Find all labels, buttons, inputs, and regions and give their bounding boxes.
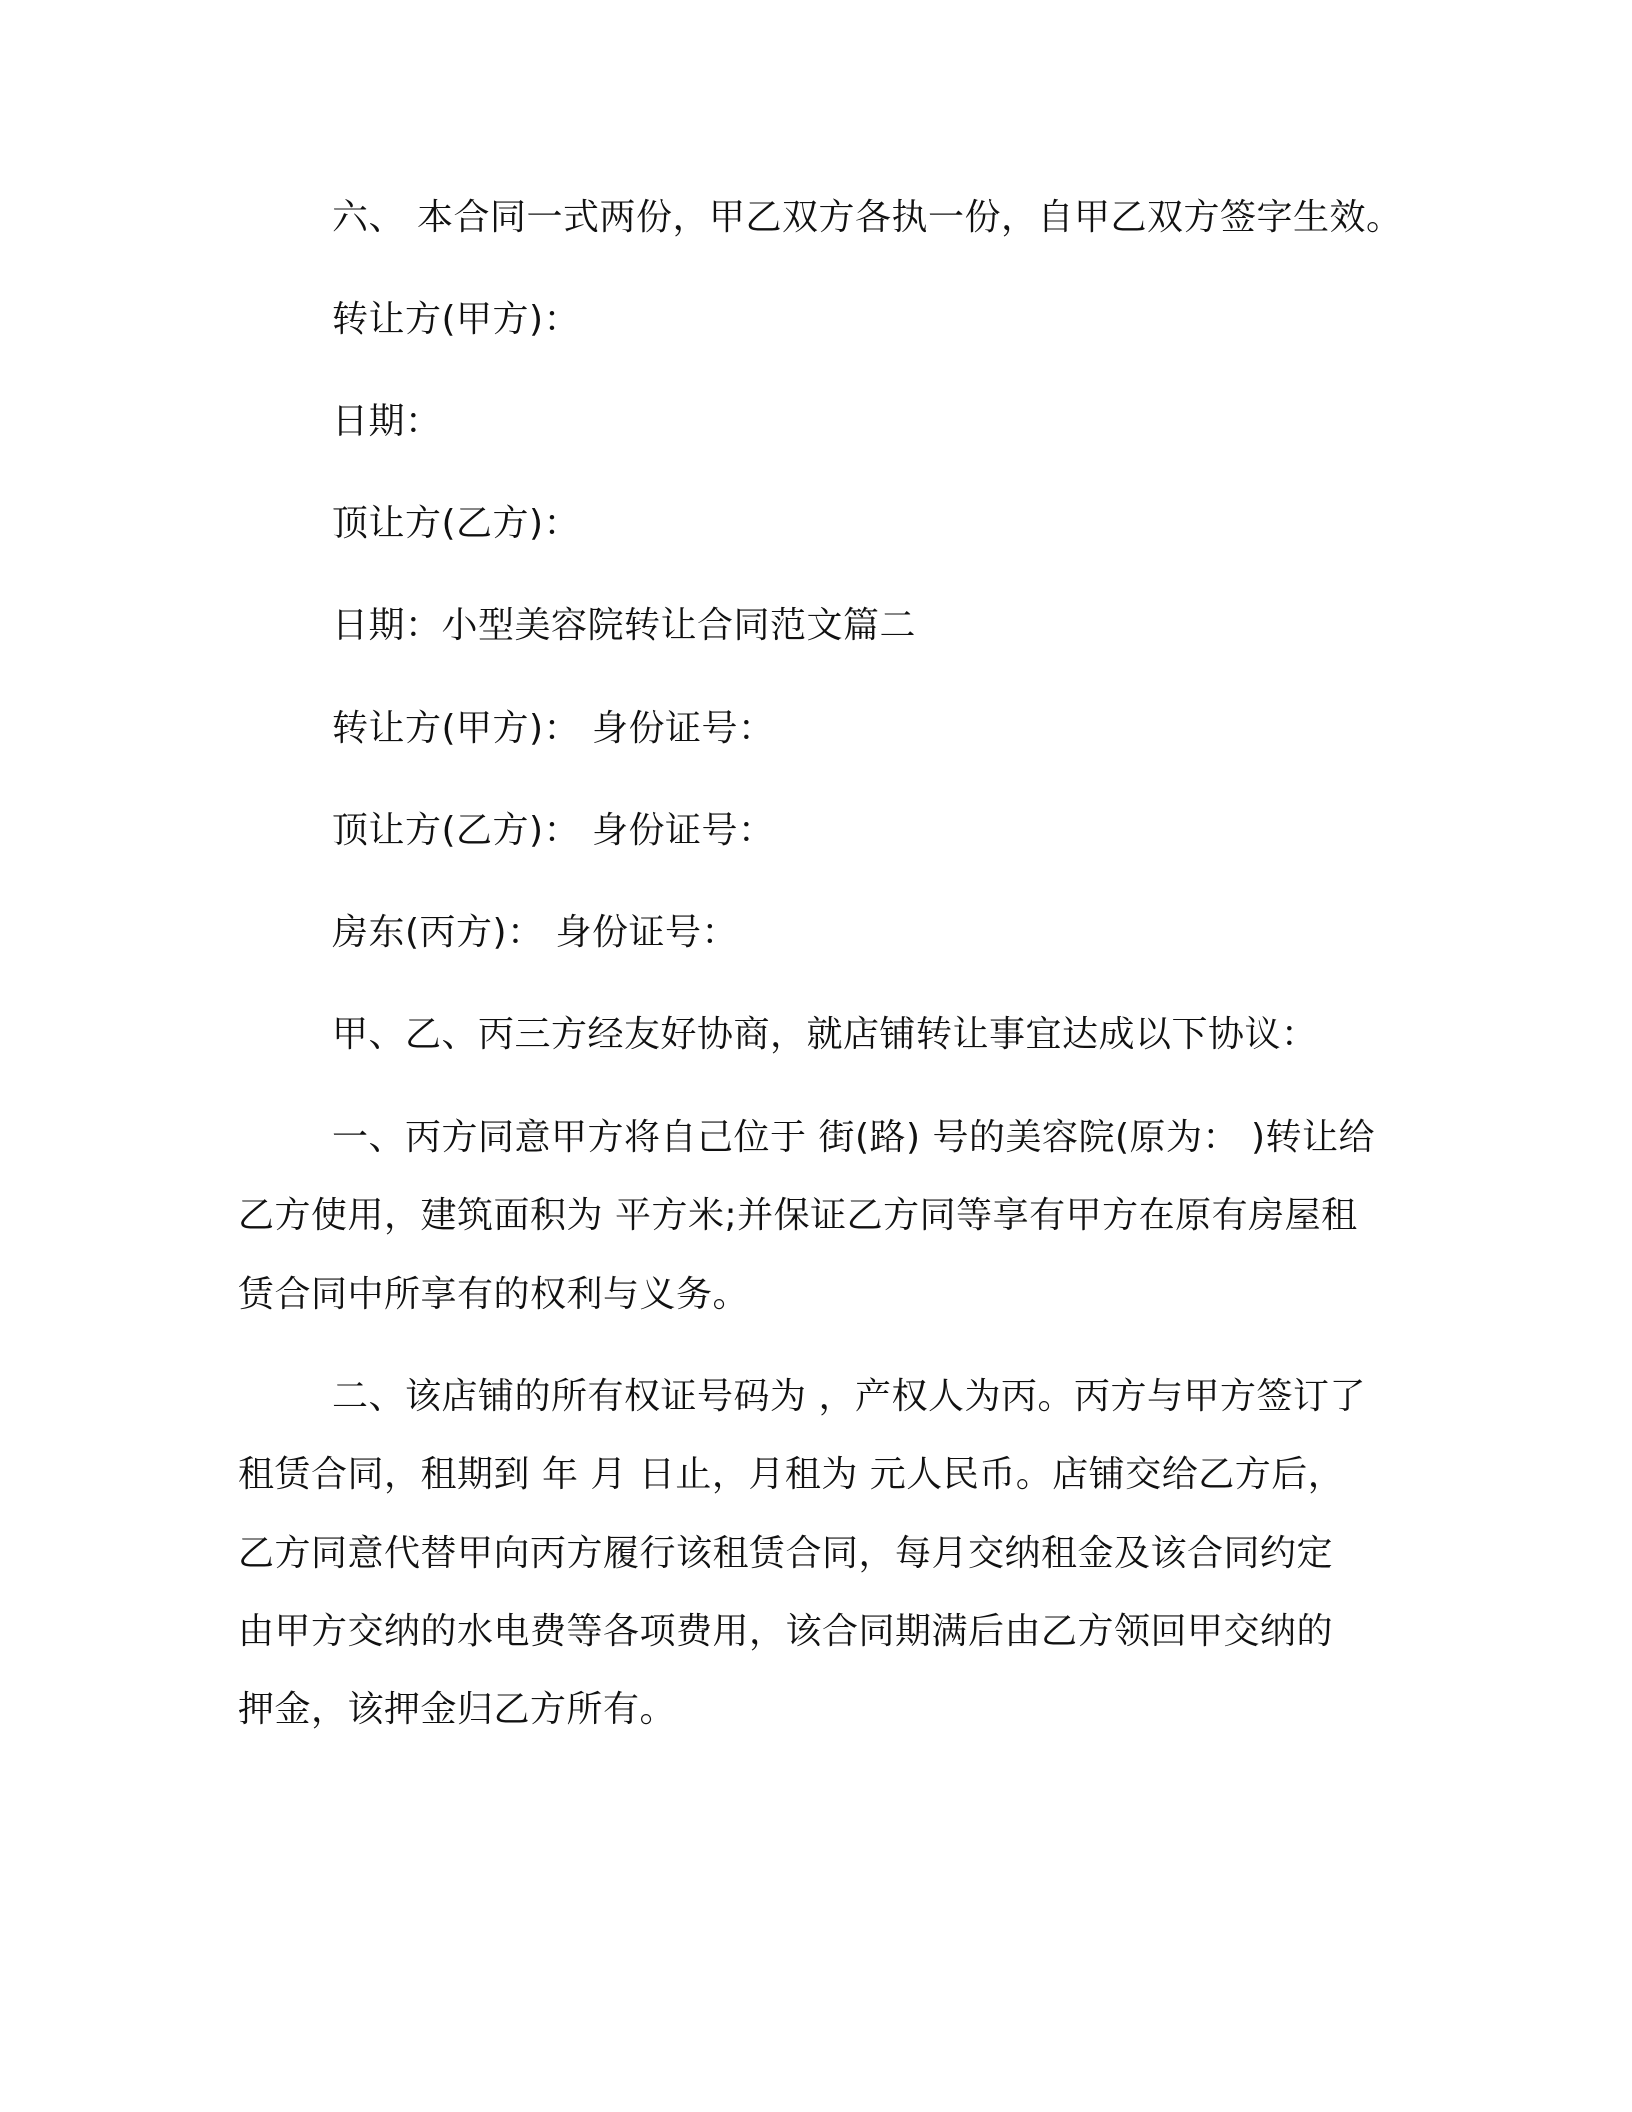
clause-one-line-2: 乙方使用，建筑面积为 平方米;并保证乙方同等享有甲方在原有房屋租	[238, 1195, 1358, 1236]
clause-two-line-5: 押金，该押金归乙方所有。	[238, 1689, 677, 1730]
clause-two-line-4: 由甲方交纳的水电费等各项费用，该合同期满后由乙方领回甲交纳的	[238, 1611, 1334, 1652]
transferor-id-line: 转让方(甲方)： 身份证号：	[332, 708, 775, 749]
agreement-intro: 甲、乙、丙三方经友好协商，就店铺转让事宜达成以下协议：	[332, 1014, 1318, 1055]
clause-six: 六、 本合同一式两份，甲乙双方各执一份，自甲乙双方签字生效。	[332, 197, 1403, 238]
clause-two-line-3: 乙方同意代替甲向丙方履行该租赁合同，每月交纳租金及该合同约定	[238, 1533, 1334, 1574]
clause-two-line-1: 二、该店铺的所有权证号码为 ，产权人为丙。丙方与甲方签订了	[332, 1376, 1366, 1417]
transferee-label: 顶让方(乙方)：	[332, 503, 581, 544]
transferor-label: 转让方(甲方)：	[332, 299, 581, 340]
clause-two-line-2: 租赁合同，租期到 年 月 日止，月租为 元人民币。店铺交给乙方后，	[238, 1454, 1345, 1495]
date-label-2-and-title: 日期：小型美容院转让合同范文篇二	[332, 605, 917, 646]
clause-one-line-3: 赁合同中所享有的权利与义务。	[238, 1274, 750, 1315]
date-label-1: 日期：	[332, 401, 442, 442]
transferee-id-line: 顶让方(乙方)： 身份证号：	[332, 810, 775, 851]
landlord-id-line: 房东(丙方)： 身份证号：	[332, 912, 739, 953]
clause-one-line-1: 一、丙方同意甲方将自己位于 街(路) 号的美容院(原为： )转让给	[332, 1117, 1376, 1158]
